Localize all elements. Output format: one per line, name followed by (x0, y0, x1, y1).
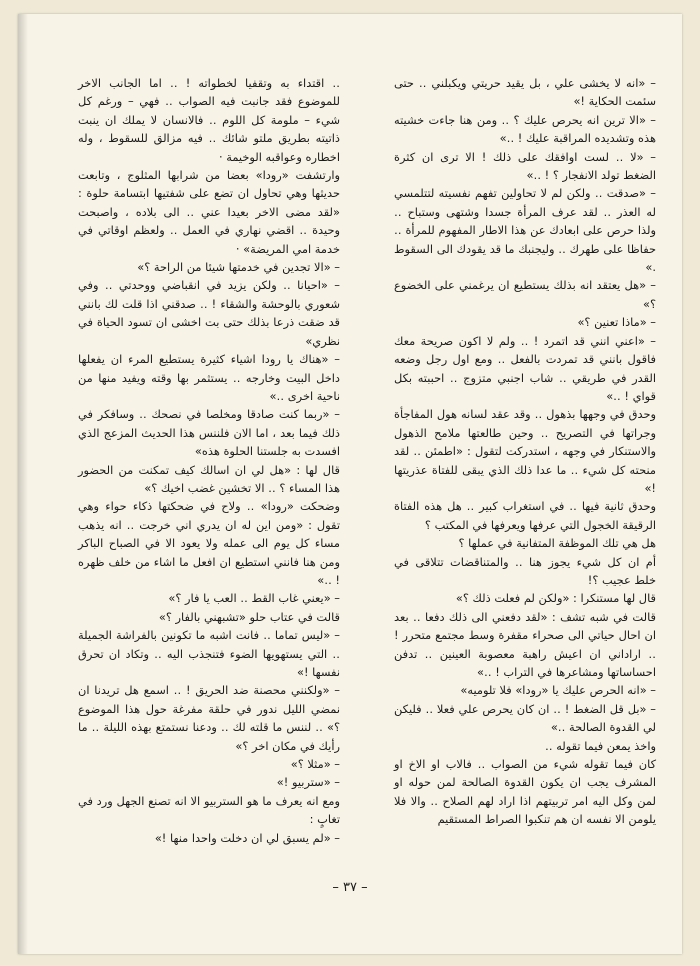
paragraph: – «ماذا تعنين ؟» (577, 315, 656, 330)
paragraph: وارتشفت «رودا» بعضا من شرابها المثلوج ، وتابعت حديثها وهي تحاول ان تضع على شفتيها ابتسامة حلوة : «لقد مضى الاخر بعيدا عني ‥ الى بلاده ، واصبحت وحيدة ‥ اقضي نهاري في العمل ‥ ولعظم اوقاتي في خدمة امي المريضة» · (78, 168, 340, 256)
paragraph: واخذ يمعن فيما تقوله ‥ (544, 738, 656, 753)
paragraph: – «هناك يا رودا اشياء كثيرة يستطيع المرء ان يفعلها داخل البيت وخارجه ‥ يستثمر بها وقته ويفيد منها من ناحية اخرى ‥» (78, 352, 340, 403)
paragraph: ومع انه يعرف ما هو الستربيو الا انه تصنع الجهل ورد في تغابٍ : (78, 793, 340, 827)
paragraph: هل هي تلك الموظفة المتفانية في عملها ؟ (458, 536, 656, 551)
paragraph: – «الا ترين انه يحرص عليك ؟ ‥ ومن هنا جاءت خشيته هذه وتشديده المراقبة عليك ! ‥» (394, 112, 656, 146)
paragraph: كان فيما تقوله شيء من الصواب ‥ فالاب او الاخ او المشرف يجب ان يكون القدوة الصالحة لمن حوله او لمن وكل اليه امر تربيتهم اذا اراد لهم الصلاح ‥ والا فلا يلومن الا نفسه ان هم تنكبوا الصراط المستقيم (394, 757, 656, 827)
paragraph: قالت في عتاب حلو «تشبهني بالفار ؟» (158, 609, 340, 624)
paragraph: – «لا ‥ لست اوافقك على ذلك ! الا ترى ان كثرة الضغط تولد الانفجار ؟ ! ‥» (394, 149, 656, 183)
paragraph: – «انه الحرص عليك يا «رودا» فلا تلوميه» (460, 683, 656, 698)
paragraph: – «اعني انني قد اتمرد ! ‥ ولم لا اكون صريحة معك فاقول بانني قد تمردت بالفعل ‥ ومع اول رجل وضعه القدر في طريقي ‥ شاب اجنبي متزوج ‥ احببته بكل قواي ! ‥» (394, 333, 656, 403)
paragraph: – «صدقت ‥ ولكن لم لا تحاولين تفهم نفسيته لتتلمسي له العذر ‥ لقد عرف المرأة جسدا وشتهى وستباح ‥ ولذا حرص على ابعادك عن هذا الاطار المفهوم للمرأة ‥ حفاظا على طهرك ‥ وليجنبك ما قد يقودك الى السقوط .» (394, 186, 656, 275)
paragraph: قالت في شبه تشف : «لقد دفعني الى ذلك دفعا ‥ بعد ان احال حياتي الى صحراء مقفرة وسط مجتمع متحرر ! ‥ اراداني ان اعيش راهبة معصوبة العينين ‥ تدفن احساساتها ومشاعرها في التراب ! ‥» (394, 609, 656, 679)
paragraph: – «يعني غاب القط ‥ العب يا فار ؟» (168, 591, 340, 606)
paragraph: وحدق ثانية فيها ‥ في استغراب كبير ‥ هل هذه الفتاة الرقيقة الخجول التي عرفها ويعرفها في المكتب ؟ (394, 499, 656, 532)
paragraph: وحدق في وجهها بذهول ‥ وقد عقد لسانه هول المفاجأة وجراتها في التصريح ‥ وحين طالعتها ملامح الذهول والاستنكار في وجهه ، استدركت لتقول : «اطمئن ‥ لقد منحته كل شيء ‥ ما عدا ذلك الذي يبقى للفتاة عذريتها !» (394, 407, 656, 495)
right-text-column (394, 74, 656, 829)
paragraph: – «هل يعتقد انه بذلك يستطيع ان يرغمني على الخضوع ؟» (394, 278, 656, 311)
paragraph: وضحكت «رودا» ‥ ولاح في ضحكتها ذكاء حواء وهي تقول : «ومن اين له ان يدري اني خرجت ‥ انه يذهب مساء كل يوم الى عمله ولا يعود الا في الصباح الباكر ومن هنا فانني استطيع ان افعل ما اشاء من خلف ظهره ! ‥» (78, 499, 340, 587)
paragraph: قال لها : «هل لي ان اسالك كيف تمكنت من الحضور هذا المساء ؟ ‥ الا تخشين غضب اخيك ؟» (78, 462, 340, 495)
paragraph: – «ولكنني محصنة ضد الحريق ! ‥ اسمع هل تريدنا ان نمضي الليل ندور في حلقة مفرغة حول هذا الموضوع ؟» ‥ لننس ما قلته لك ‥ ودعنا نستمتع بهذه الليلة ‥ ما رأيك في مكان اخر ؟» (78, 683, 340, 753)
paragraph: – «ستربيو !» (276, 775, 340, 790)
paragraph: ‥ اقتداء به وتقفيا لخطواته ! ‥ اما الجانب الاخر للموضوع فقد جانبت فيه الصواب ‥ فهي – ورغم كل شيء – ملومة كل اللوم ‥ فالانسان لا يملك ان ينبت ذاتيته بطريق ملتو شائك ‥ فيه مزالق للسقوط ، وله اخطاره وعواقبه الوخيمة · (78, 76, 340, 164)
page-number: – ٣٧ – (332, 880, 368, 895)
paragraph: – «ليس تماما ‥ فانت اشبه ما تكونين بالفراشة الجميلة ‥ التي يستهويها الضوء فتنجذب اليه ‥ وتكاد ان تحرق نفسها !» (78, 628, 340, 679)
paragraph: – «الا تجدين في خدمتها شيئا من الراحة ؟» (137, 260, 340, 275)
binding-shadow (18, 14, 28, 954)
paragraph: أم ان كل شيء يجوز هنا ‥ والمتناقضات تتلاقى في خلط عجيب ؟! (394, 554, 656, 587)
paragraph: – «احيانا ‥ ولكن يزيد في انقباضي ووحدتي ‥ وفي شعوري بالوحشة والشقاء ! ‥ صدقني اذا قلت لك بانني قد ضقت ذرعا بذلك حتى بت اخشى ان تسود الحياة في نظري» (78, 278, 340, 348)
book-page (18, 14, 682, 954)
left-text-column (78, 74, 340, 847)
paragraph: – «ربما كنت صادقا ومخلصا في نصحك ‥ وسافكر في ذلك فيما بعد ، اما الان فلننس هذا الحديث المزعج الذي افسدت به جلستنا الحلوة هذه» (78, 407, 340, 459)
paragraph: – «انه لا يخشى علي ، بل يقيد حريتي ويكبلني ‥ حتى سئمت الحكاية !» (394, 76, 656, 109)
paragraph: – «لم يسبق لي ان دخلت واحدا منها !» (154, 830, 340, 845)
paragraph: قال لها مستنكرا : «ولكن لم فعلت ذلك ؟» (455, 591, 656, 606)
paragraph: – «مثلا ؟» (290, 757, 340, 772)
paragraph: – «بل قل الضغط ! ‥ ان كان يحرص علي فعلا ‥ فليكن لي القدوة الصالحة ‥» (394, 701, 656, 735)
